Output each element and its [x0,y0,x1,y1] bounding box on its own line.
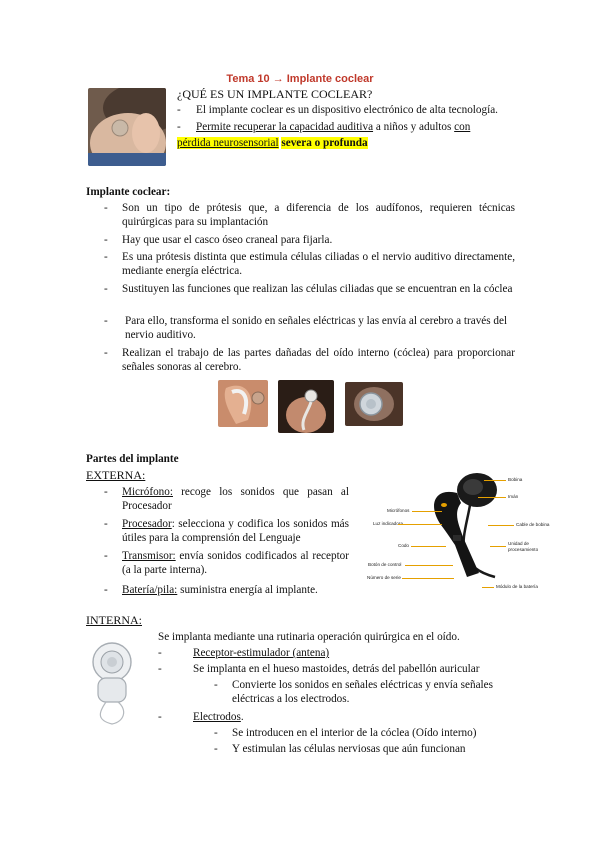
internal-intro: Se implanta mediante una rutinaria operación quirúrgica en el oído. [158,631,460,643]
label-boton: Botón de control [368,562,402,567]
dash: - [104,518,108,530]
internal-electrodos [193,710,244,724]
label-unidad [508,541,544,553]
label-modulo: Módulo de la batería [496,584,538,589]
label-cable: Cable de bobina [516,522,550,527]
child-implant-photo [88,88,166,166]
dash: - [104,486,108,498]
dash: - [104,550,108,562]
section1-bullet-1: Son un tipo de prótesis que, a diferencia de los audífonos, requieren técnicas quirúrgicas para su implantación [122,202,515,228]
intro-line3 [177,136,368,150]
intro-line1: El implante coclear es un dispositivo electrónico de alta tecnología. [196,104,498,116]
leader-line [402,578,454,579]
internal-receptor-photo [84,640,144,728]
dash: - [214,727,218,739]
leader-line [490,546,506,547]
leader-line [411,546,446,547]
label-iman: Imán [508,494,519,499]
leader-line [412,511,442,512]
leader-line [405,565,453,566]
external-desc: suministra energía al implante. [177,584,318,596]
external-term: Transmisor: [122,550,176,562]
electrodos-text: Electrodos [193,711,241,723]
internal-receptor-sub2: Convierte los sonidos en señales eléctricas y envía señales eléctricas a los electrodos. [232,679,493,705]
section1-bullet-6: Realizan el trabajo de las partes dañadas del oído interno (cóclea) para proporcionar señales sonoras al cerebro. [122,347,515,373]
dash: - [104,347,108,359]
external-term: Batería/pila: [122,584,178,596]
intro-to-text: a niños y adultos [373,121,455,133]
section1-heading: Implante coclear: [86,186,171,198]
leader-line [484,480,506,481]
dash: - [104,584,108,596]
dash: - [104,315,108,327]
dash: - [158,711,162,723]
internal-receptor: Receptor-estimulador (antena) [193,647,330,659]
intro-loss-text: pérdida neurosensorial [177,137,279,149]
external-item-3 [122,549,349,577]
dash: - [177,104,181,116]
intro-line2 [196,120,516,134]
label-unidad-text: Unidad de procesamiento [508,541,539,552]
dash: - [104,251,108,263]
dash: - [177,121,181,133]
label-bobina: Bobina [508,477,523,482]
external-desc: : selecciona y codifica los sonidos más útiles para la comprensión del Lenguaje [122,518,349,544]
section1-bullet-2: Hay que usar el casco óseo craneal para fijarla. [122,234,333,246]
electrodos-dot: . [240,711,244,723]
external-item-2 [122,517,349,545]
magnet-implant-photo [345,382,403,426]
leader-line [488,525,514,526]
ear-implant-photo [218,380,268,427]
section1-bullet-4: Sustituyen las funciones que realizan las células ciliadas que se encuentran en la cóclea [122,283,513,295]
head-implant-photo [278,380,334,433]
section1-bullet-5: Para ello, transforma el sonido en señales eléctricas y las envía al cerebro a través del nervio auditivo. [125,315,508,341]
leader-line [398,524,442,525]
intro-question: ¿QUÉ ES UN IMPLANTE COCLEAR? [177,87,373,101]
dash: - [214,679,218,691]
external-item-1 [122,485,349,513]
parts-heading: Partes del implante [86,453,179,465]
dash: - [158,663,162,675]
label-serie: Número de serie [367,575,401,580]
internal-label: INTERNA: [86,613,142,627]
external-term: Procesador [122,518,172,530]
dash: - [104,283,108,295]
external-term: Micrófono: [122,486,173,498]
leader-line [478,497,506,498]
dash: - [104,202,108,214]
dash: - [104,234,108,246]
external-desc: envía sonidos codificados al receptor (a la parte interna). [122,550,349,576]
external-desc: recoge los sonidos que pasan al Procesador [122,486,349,512]
dash: - [214,743,218,755]
dash: - [158,647,162,659]
leader-line [482,587,494,588]
internal-electrodos-sub2: Y estimulan las células nerviosas que aún funcionan [232,743,466,755]
intro-con-text: con [454,121,471,133]
internal-receptor-sub: Se implanta en el hueso mastoides, detrás del pabellón auricular [193,663,480,675]
page-title: Tema 10 → Implante coclear [226,73,374,85]
section1-bullet-3: Es una prótesis distinta que estimula células ciliadas o el nervio auditivo directamente, mediante energía eléctrica. [122,251,515,277]
label-microfonos: Micrófonos [387,508,410,513]
internal-electrodos-sub1: Se introducen en el interior de la cóclea (Oído interno) [232,727,477,739]
external-label: EXTERNA: [86,468,146,482]
label-luz: Luz indicadora [373,521,403,526]
external-item-4 [122,583,362,597]
intro-severity-text: severa o profunda [281,137,368,149]
label-codo: Codo [398,543,409,548]
intro-capacity-text: Permite recuperar la capacidad auditiva [196,121,374,133]
